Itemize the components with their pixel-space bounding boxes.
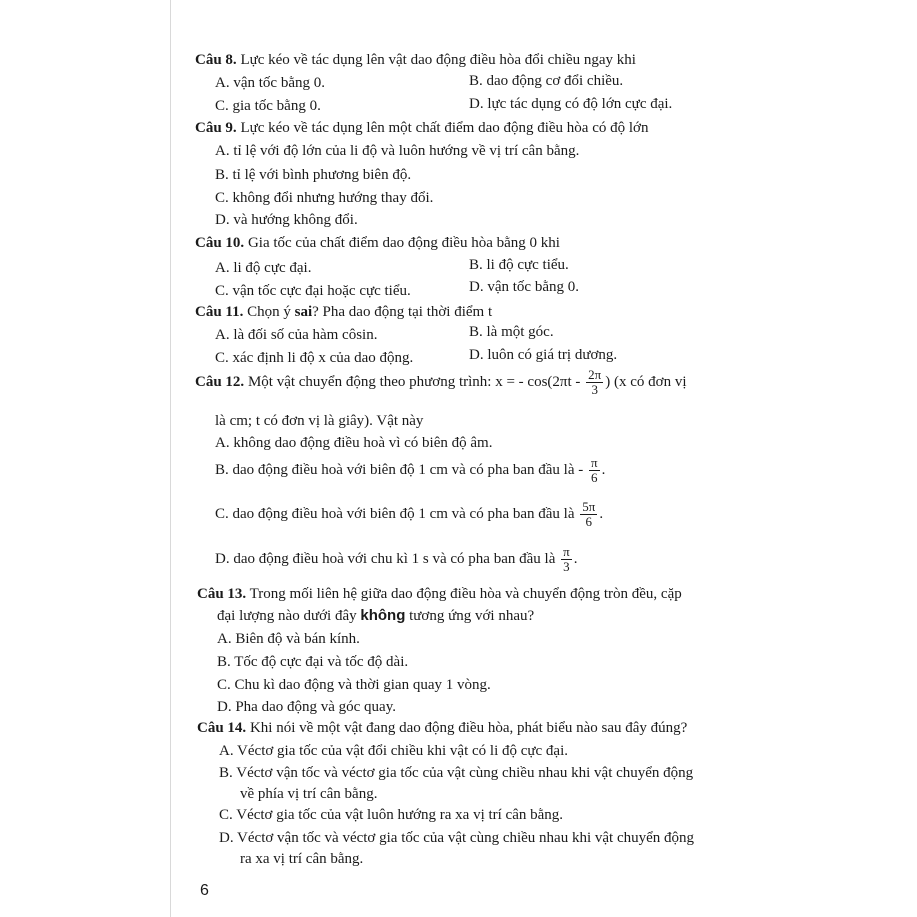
option-fraction bbox=[589, 456, 600, 485]
option-text: B. dao động điều hoà với biên độ 1 cm và có pha ban đầu là - bbox=[215, 462, 588, 478]
q9-stem bbox=[195, 119, 648, 137]
q13-label: Câu 13. bbox=[197, 586, 247, 602]
q13-stem-text: Trong mối liên hệ giữa dao động điều hòa và chuyển động tròn đều, cặp bbox=[246, 586, 682, 602]
q10-option-b: B. li độ cực tiểu. bbox=[469, 257, 569, 273]
q14-option-d: D. Véctơ vận tốc và véctơ gia tốc của vật cùng chiều nhau khi vật chuyển động bbox=[219, 830, 695, 846]
q9-stem-text: Lực kéo về tác dụng lên một chất điểm dao động điều hòa có độ lớn bbox=[236, 120, 649, 136]
q12-stem-post: ) (x có đơn vị bbox=[605, 374, 687, 390]
q9-option-d: D. và hướng không đổi. bbox=[215, 212, 358, 228]
q10-label: Câu 10. bbox=[195, 235, 245, 251]
q8-stem bbox=[195, 51, 636, 69]
q8-option-a: A. vận tốc bằng 0. bbox=[215, 75, 325, 91]
q10-option-d: D. vận tốc bằng 0. bbox=[469, 279, 579, 295]
q10-option-a: A. li độ cực đại. bbox=[215, 260, 312, 276]
q9-option-c: C. không đổi nhưng hướng thay đổi. bbox=[215, 190, 434, 206]
q11-stem-emphasis: sai bbox=[294, 304, 313, 320]
q13-option-d: D. Pha dao động và góc quay. bbox=[217, 699, 396, 715]
q13-option-a: A. Biên độ và bán kính. bbox=[217, 631, 360, 647]
q11-option-d: D. luôn có giá trị dương. bbox=[469, 347, 618, 363]
q11-stem-post: ? Pha dao động tại thời điểm t bbox=[312, 304, 493, 320]
q11-stem-pre: Chọn ý bbox=[243, 304, 295, 320]
q10-stem bbox=[195, 234, 560, 252]
fraction-numerator: π bbox=[591, 455, 598, 471]
page-number: 6 bbox=[200, 882, 209, 899]
q10-stem-text: Gia tốc của chất điểm dao động điều hòa bằng 0 khi bbox=[244, 235, 560, 251]
option-fraction bbox=[580, 500, 597, 529]
fraction-numerator: 5π bbox=[582, 499, 596, 515]
option-fraction bbox=[561, 545, 572, 574]
q11-option-a: A. là đối số của hàm côsin. bbox=[215, 327, 378, 343]
q8-stem-text: Lực kéo về tác dụng lên vật dao động điều hòa đổi chiều ngay khi bbox=[236, 52, 636, 68]
option-period: . bbox=[573, 551, 578, 567]
q12-phase-fraction bbox=[586, 368, 603, 397]
option-period: . bbox=[601, 462, 606, 478]
q10-option-c: C. vận tốc cực đại hoặc cực tiểu. bbox=[215, 283, 411, 299]
q9-label: Câu 9. bbox=[195, 120, 237, 136]
q13-stem-line2 bbox=[217, 607, 534, 625]
option-period: . bbox=[599, 506, 604, 522]
q14-option-c: C. Véctơ gia tốc của vật luôn hướng ra xa vị trí cân bằng. bbox=[219, 807, 564, 823]
q12-option-d bbox=[215, 544, 577, 574]
q12-option-b bbox=[215, 455, 605, 485]
q12-label: Câu 12. bbox=[195, 374, 245, 390]
q12-stem bbox=[195, 367, 686, 397]
q9-option-b: B. tỉ lệ với bình phương biên độ. bbox=[215, 167, 412, 183]
page-corner-edge bbox=[150, 0, 171, 20]
q14-option-d-line2: ra xa vị trí cân bằng. bbox=[240, 851, 364, 867]
q8-option-b: B. dao động cơ đổi chiều. bbox=[469, 73, 624, 89]
q12-option-c bbox=[215, 499, 603, 529]
q11-option-b: B. là một góc. bbox=[469, 324, 554, 340]
q12-stem-line2: là cm; t có đơn vị là giây). Vật này bbox=[215, 413, 424, 429]
q12-option-a: A. không dao động điều hoà vì có biên độ âm. bbox=[215, 435, 493, 451]
q14-option-b-line2: về phía vị trí cân bằng. bbox=[240, 786, 378, 802]
q13-stem bbox=[197, 585, 682, 603]
q11-label: Câu 11. bbox=[195, 304, 244, 320]
fraction-numerator: 2π bbox=[588, 367, 602, 383]
stem-text: tương ứng với nhau? bbox=[405, 608, 535, 624]
q11-option-c: C. xác định li độ x của dao động. bbox=[215, 350, 414, 366]
fraction-numerator: π bbox=[563, 544, 570, 560]
q8-option-c: C. gia tốc bằng 0. bbox=[215, 98, 321, 114]
stem-emphasis: không bbox=[360, 607, 406, 624]
q14-stem-text: Khi nói về một vật đang dao động điều hòa, phát biểu nào sau đây đúng? bbox=[246, 720, 688, 736]
stem-text: đại lượng nào dưới đây bbox=[217, 608, 361, 624]
q13-option-c: C. Chu kì dao động và thời gian quay 1 vòng. bbox=[217, 677, 491, 693]
q11-stem bbox=[195, 303, 492, 321]
fraction-denominator: 6 bbox=[591, 470, 598, 486]
q14-option-a: A. Véctơ gia tốc của vật đổi chiều khi vật có li độ cực đại. bbox=[219, 743, 569, 759]
q13-option-b: B. Tốc độ cực đại và tốc độ dài. bbox=[217, 654, 409, 670]
option-text: D. dao động điều hoà với chu kì 1 s và có pha ban đầu là bbox=[215, 551, 560, 567]
q14-option-b: B. Véctơ vận tốc và véctơ gia tốc của vật cùng chiều nhau khi vật chuyển động bbox=[219, 765, 694, 781]
q8-option-d: D. lực tác dụng có độ lớn cực đại. bbox=[469, 96, 673, 112]
fraction-denominator: 3 bbox=[591, 382, 598, 398]
option-text: C. dao động điều hoà với biên độ 1 cm và có pha ban đầu là bbox=[215, 506, 579, 522]
q9-option-a: A. tỉ lệ với độ lớn của li độ và luôn hướng về vị trí cân bằng. bbox=[215, 143, 580, 159]
q12-stem-pre: Một vật chuyển động theo phương trình: x = - cos(2πt - bbox=[244, 374, 585, 390]
fraction-denominator: 6 bbox=[585, 514, 593, 530]
q14-stem bbox=[197, 719, 687, 737]
q8-label: Câu 8. bbox=[195, 52, 237, 68]
fraction-denominator: 3 bbox=[563, 559, 570, 575]
q14-label: Câu 14. bbox=[197, 720, 247, 736]
